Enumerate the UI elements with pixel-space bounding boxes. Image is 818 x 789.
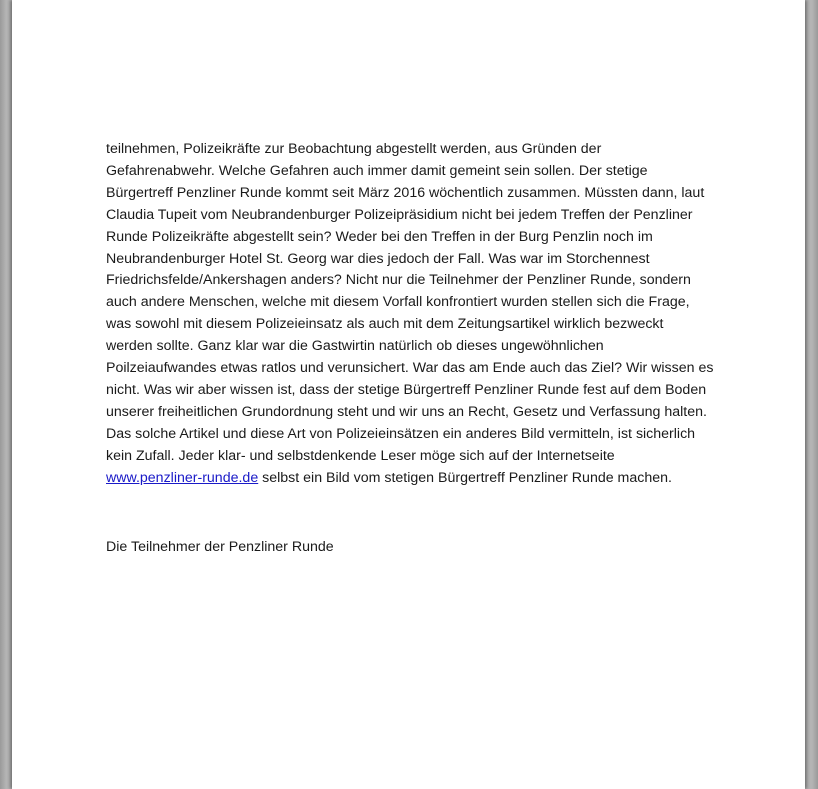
text-line: Poilzeiaufwandes etwas ratlos und verunsichert. War das am Ende auch das Ziel? Wir wissen es — [106, 360, 714, 377]
body-paragraph — [106, 139, 726, 490]
document-page — [12, 0, 805, 789]
website-link[interactable]: www.penzliner-runde.de — [106, 469, 259, 486]
link-trailing-text: selbst ein Bild vom stetigen Bürgertreff Penzliner Runde machen. — [258, 469, 672, 486]
text-line: Runde Polizeikräfte abgestellt sein? Weder bei den Treffen in der Burg Penzlin noch im — [106, 228, 653, 245]
text-line: Friedrichsfelde/Ankershagen anders? Nicht nur die Teilnehmer der Penzliner Runde, sondern — [106, 272, 691, 289]
text-line: Bürgertreff Penzliner Runde kommt seit März 2016 wöchentlich zusammen. Müssten dann, laut — [106, 184, 705, 201]
text-line: unserer freiheitlichen Grundordnung steht und wir uns an Recht, Gesetz und Verfassung halten. — [106, 403, 707, 420]
text-line-with-link — [106, 468, 726, 490]
text-line: Das solche Artikel und diese Art von Polizeieinsätzen ein anderes Bild vermitteln, ist sicherlich — [106, 425, 696, 442]
text-line: kein Zufall. Jeder klar- und selbstdenkende Leser möge sich auf der Internetseite — [106, 447, 615, 464]
text-line: werden sollte. Ganz klar war die Gastwirtin natürlich ob dieses ungewöhnlichen — [106, 338, 604, 355]
text-line: auch andere Menschen, welche mit diesem Vorfall konfrontiert wurden stellen sich die Frage, — [106, 294, 690, 311]
text-line: was sowohl mit diesem Polizeieinsatz als auch mit dem Zeitungsartikel wirklich bezweckt — [106, 316, 664, 333]
text-line: teilnehmen, Polizeikräfte zur Beobachtung abgestellt werden, aus Gründen der — [106, 141, 602, 157]
text-line: Claudia Tupeit vom Neubrandenburger Polizeipräsidium nicht bei jedem Treffen der Penzliner — [106, 206, 693, 223]
text-line: Gefahrenabwehr. Welche Gefahren auch immer damit gemeint sein sollen. Der stetige — [106, 162, 648, 179]
signature: Die Teilnehmer der Penzliner Runde — [106, 539, 334, 555]
text-line: Neubrandenburger Hotel St. Georg war dies jedoch der Fall. Was war im Storchennest — [106, 250, 650, 267]
text-line: nicht. Was wir aber wissen ist, dass der stetige Bürgertreff Penzliner Runde fest auf dem Boden — [106, 381, 707, 398]
